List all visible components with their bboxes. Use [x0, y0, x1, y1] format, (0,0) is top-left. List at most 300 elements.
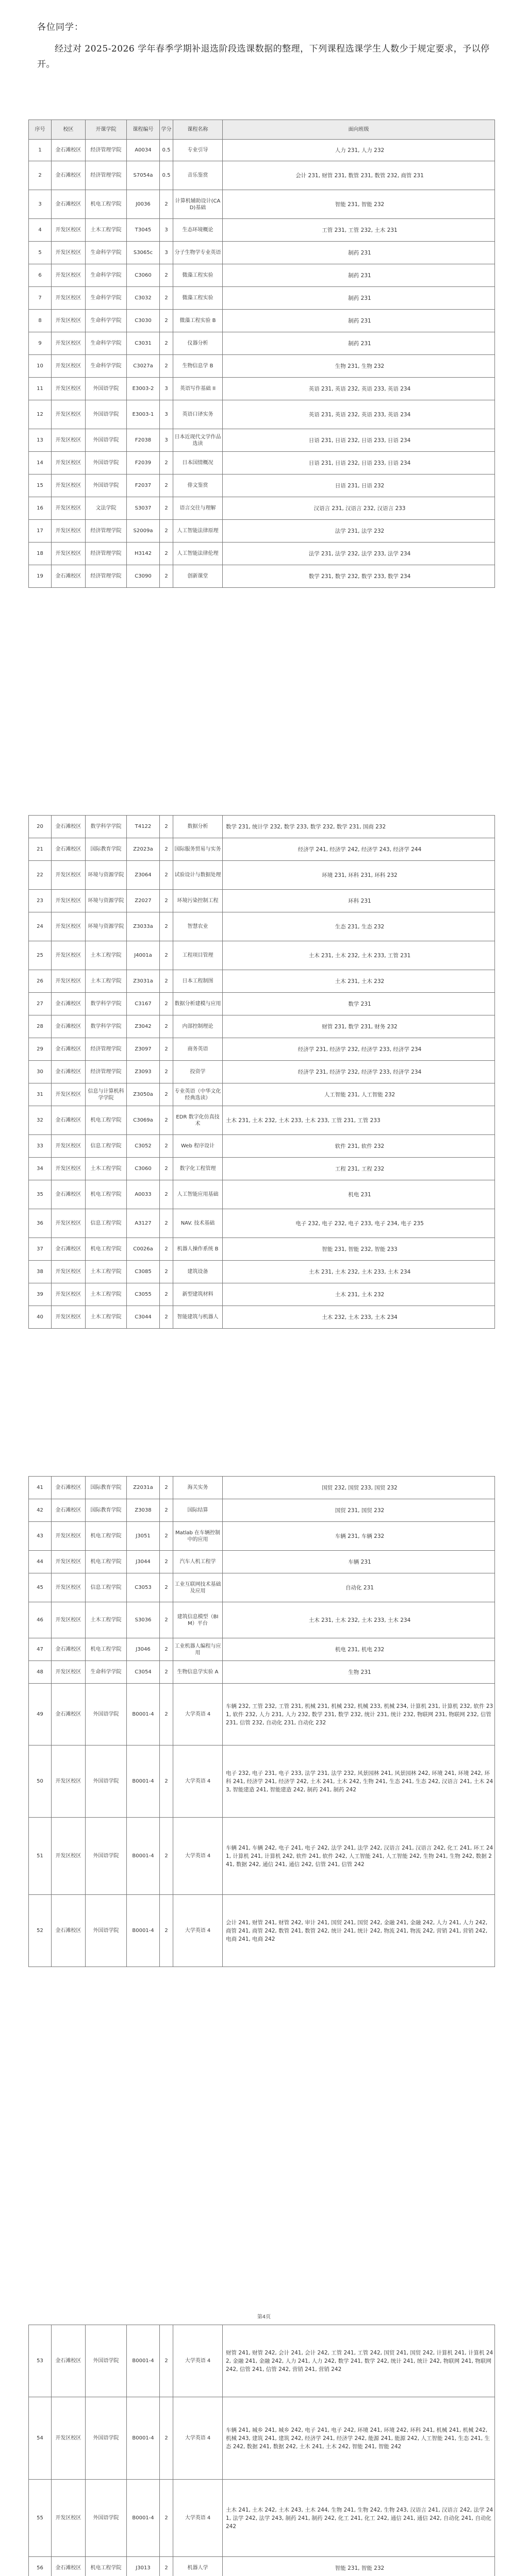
college: 土木工程学院: [86, 1602, 127, 1638]
credit: 2: [160, 497, 173, 520]
course-table-page-4: [28, 2325, 495, 2576]
course-code: T3045: [127, 219, 160, 242]
table-header-row: [29, 120, 495, 140]
row-number: 25: [29, 941, 52, 970]
course-name: 日本工程制图: [173, 970, 223, 993]
target-classes: 法学 231, 法学 232, 法学 233, 法学 234: [223, 543, 495, 565]
target-classes: 人工智能 231, 人工智能 232: [223, 1083, 495, 1106]
credit: 2: [160, 890, 173, 912]
course-code: H3142: [127, 543, 160, 565]
course-name: 投资学: [173, 1061, 223, 1083]
credit: 0.5: [160, 140, 173, 161]
row-number: 15: [29, 474, 52, 497]
target-classes: 经济学 231, 经济学 232, 经济学 233, 经济学 234: [223, 1038, 495, 1061]
table-row: [29, 1661, 495, 1684]
campus: 金石滩校区: [52, 1061, 86, 1083]
course-name: 专业引导: [173, 140, 223, 161]
target-classes: 车辆 241, 车辆 242, 电子 241, 电子 242, 法学 241, 法学 242, 汉语言 241, 汉语言 242, 化工 241, 环工 241, 计算机 241, 计算机 242, 软件 241, 软件 242, 人工智能 241, 人工智能 242, 生物 241, 生物 242, 数据 241, 数据 242, 通信 241, 通信 242, 信管 241, 信管 242: [223, 1818, 495, 1895]
target-classes: 法学 231, 法学 232: [223, 520, 495, 543]
target-classes: 国贸 231, 国贸 232: [223, 1499, 495, 1522]
row-number: 46: [29, 1602, 52, 1638]
credit: 2: [160, 310, 173, 332]
campus: 开发区校区: [52, 1602, 86, 1638]
credit: 2: [160, 1306, 173, 1329]
course-code: C3060: [127, 264, 160, 287]
course-table-page-1: [28, 120, 495, 588]
row-number: 54: [29, 2397, 52, 2480]
college: 机电工程学院: [86, 1180, 127, 1209]
credit: 2: [160, 1818, 173, 1895]
course-name: 大学英语 4: [173, 2325, 223, 2397]
college: 机电工程学院: [86, 1551, 127, 1573]
row-number: 18: [29, 543, 52, 565]
credit: 2: [160, 355, 173, 378]
course-name: 大学英语 4: [173, 1745, 223, 1818]
campus: 开发区校区: [52, 1306, 86, 1329]
course-code: B0001-4: [127, 1684, 160, 1745]
campus: 金石滩校区: [52, 993, 86, 1015]
campus: 开发区校区: [52, 1261, 86, 1283]
course-code: S3036: [127, 1602, 160, 1638]
credit: 2: [160, 1745, 173, 1818]
course-name: 创新课堂: [173, 565, 223, 588]
course-name: 人工智能法律原理: [173, 520, 223, 543]
course-code: B0001-4: [127, 2325, 160, 2397]
row-number: 45: [29, 1573, 52, 1602]
table-row: [29, 1015, 495, 1038]
college: 国际教育学院: [86, 838, 127, 861]
target-classes: 工管 231, 工管 232, 土木 231: [223, 219, 495, 242]
course-name: 微藻工程实验: [173, 264, 223, 287]
credit: 2: [160, 2557, 173, 2576]
college: 外国语学院: [86, 474, 127, 497]
college: 生命科学学院: [86, 332, 127, 355]
campus: 金石滩校区: [52, 1895, 86, 1967]
course-code: C3032: [127, 287, 160, 310]
row-number: 34: [29, 1158, 52, 1180]
row-number: 10: [29, 355, 52, 378]
credit: 3: [160, 400, 173, 429]
campus: 开发区校区: [52, 219, 86, 242]
row-number: 56: [29, 2557, 52, 2576]
credit: 2: [160, 520, 173, 543]
campus: 开发区校区: [52, 1135, 86, 1158]
credit: 2: [160, 1261, 173, 1283]
college: 环境与资源学院: [86, 861, 127, 890]
credit: 2: [160, 1061, 173, 1083]
campus: 金石滩校区: [52, 140, 86, 161]
college: 外国语学院: [86, 378, 127, 400]
row-number: 23: [29, 890, 52, 912]
college: 国际教育学院: [86, 1477, 127, 1499]
credit: 2: [160, 1238, 173, 1261]
target-classes: 经济学 231, 经济学 232, 经济学 233, 经济学 234: [223, 1061, 495, 1083]
course-code: Z3031a: [127, 970, 160, 993]
notice-greeting: 各位同学：: [37, 22, 84, 32]
table-row: [29, 970, 495, 993]
course-code: Z2031a: [127, 1477, 160, 1499]
course-name: 机器人操作系统 B: [173, 1238, 223, 1261]
campus: 开发区校区: [52, 520, 86, 543]
row-number: 1: [29, 140, 52, 161]
credit: 3: [160, 378, 173, 400]
college: 经济管理学院: [86, 1061, 127, 1083]
course-name: Web 程序设计: [173, 1135, 223, 1158]
course-code: Z3042: [127, 1015, 160, 1038]
course-code: C0026a: [127, 1238, 160, 1261]
table-row: [29, 310, 495, 332]
college: 土木工程学院: [86, 941, 127, 970]
column-header-row-number: 序号: [29, 120, 52, 140]
course-name: 工业互联网技术基础及应用: [173, 1573, 223, 1602]
campus: 金石滩校区: [52, 1015, 86, 1038]
row-number: 26: [29, 970, 52, 993]
campus: 金石滩校区: [52, 1499, 86, 1522]
course-name: 建筑设备: [173, 1261, 223, 1283]
course-name: 专业英语（中华文化经典选读）: [173, 1083, 223, 1106]
table-row: [29, 140, 495, 161]
target-classes: 数学 231, 统计学 232, 数学 233, 数学 232, 数学 231, 国商 232: [223, 816, 495, 838]
row-number: 35: [29, 1180, 52, 1209]
target-classes: 土木 231, 土木 232, 土木 233, 工管 231: [223, 941, 495, 970]
credit: 2: [160, 190, 173, 219]
college: 外国语学院: [86, 2480, 127, 2557]
college: 生命科学学院: [86, 242, 127, 264]
row-number: 51: [29, 1818, 52, 1895]
campus: 开发区校区: [52, 970, 86, 993]
column-header-credit: 学分: [160, 120, 173, 140]
college: 经济管理学院: [86, 565, 127, 588]
table-row: [29, 452, 495, 474]
target-classes: 车辆 232, 工管 232, 工管 231, 机械 231, 机械 232, 机械 233, 机械 234, 计算机 231, 计算机 232, 软件 231, 软件 232, 人力 231, 人力 232, 数学 231, 数学 232, 统计 231, 统计 232, 物联网 231, 物联网 232, 信管 231, 信管 232, 自动化 231, 自动化 232: [223, 1684, 495, 1745]
target-classes: 智能 231, 智能 232: [223, 190, 495, 219]
target-classes: 英语 231, 英语 232, 英语 233, 英语 234: [223, 400, 495, 429]
target-classes: 日语 231, 日语 232, 日语 233, 日语 234: [223, 429, 495, 452]
target-classes: 人力 231, 人力 232: [223, 140, 495, 161]
course-name: 生物信息学 B: [173, 355, 223, 378]
row-number: 17: [29, 520, 52, 543]
target-classes: 制药 231: [223, 242, 495, 264]
table-row: [29, 1158, 495, 1180]
credit: 2: [160, 816, 173, 838]
college: 生命科学学院: [86, 355, 127, 378]
table-row: [29, 2557, 495, 2576]
campus: 开发区校区: [52, 355, 86, 378]
credit: 2: [160, 1551, 173, 1573]
course-code: C3053: [127, 1573, 160, 1602]
row-number: 31: [29, 1083, 52, 1106]
credit: 2: [160, 1015, 173, 1038]
table-row: [29, 1602, 495, 1638]
credit: 2: [160, 2397, 173, 2480]
table-row: [29, 1180, 495, 1209]
course-name: Matlab 在车辆控制中的应用: [173, 1522, 223, 1551]
credit: 2: [160, 861, 173, 890]
table-row: [29, 1135, 495, 1158]
campus: 开发区校区: [52, 543, 86, 565]
college: 信息与计算机科学学院: [86, 1083, 127, 1106]
college: 信息工程学院: [86, 1573, 127, 1602]
table-row: [29, 543, 495, 565]
row-number: 14: [29, 452, 52, 474]
table-row: [29, 993, 495, 1015]
row-number: 32: [29, 1106, 52, 1135]
college: 外国语学院: [86, 1818, 127, 1895]
college: 经济管理学院: [86, 520, 127, 543]
course-name: 新型建筑材料: [173, 1283, 223, 1306]
college: 机电工程学院: [86, 1522, 127, 1551]
course-code: J0036: [127, 190, 160, 219]
target-classes: 土木 231, 土木 232, 土木 233, 土木 233, 工管 231, 工管 233: [223, 1106, 495, 1135]
college: 信息工程学院: [86, 1135, 127, 1158]
target-classes: 环境 231, 环科 231, 环科 232: [223, 861, 495, 890]
campus: 金石滩校区: [52, 1638, 86, 1661]
row-number: 39: [29, 1283, 52, 1306]
college: 经济管理学院: [86, 1038, 127, 1061]
row-number: 24: [29, 912, 52, 941]
campus: 金石滩校区: [52, 816, 86, 838]
course-name: 内部控制理论: [173, 1015, 223, 1038]
target-classes: 制药 231: [223, 332, 495, 355]
row-number: 40: [29, 1306, 52, 1329]
column-header-course-name: 课程名称: [173, 120, 223, 140]
table-row: [29, 1038, 495, 1061]
target-classes: 日语 231, 日语 232, 日语 233, 日语 234: [223, 452, 495, 474]
row-number: 22: [29, 861, 52, 890]
target-classes: 日语 231, 日语 232: [223, 474, 495, 497]
course-code: J4001a: [127, 941, 160, 970]
college: 外国语学院: [86, 429, 127, 452]
campus: 金石滩校区: [52, 1038, 86, 1061]
course-name: 商务英语: [173, 1038, 223, 1061]
campus: 开发区校区: [52, 1573, 86, 1602]
credit: 2: [160, 912, 173, 941]
target-classes: 国贸 232, 国贸 233, 国贸 232: [223, 1477, 495, 1499]
credit: 2: [160, 1499, 173, 1522]
target-classes: 会计 231, 财管 231, 数管 231, 数管 232, 商管 231: [223, 161, 495, 190]
campus: 开发区校区: [52, 242, 86, 264]
course-code: C3090: [127, 565, 160, 588]
course-name: 英语写作基础 II: [173, 378, 223, 400]
course-code: Z2027: [127, 890, 160, 912]
table-row: [29, 161, 495, 190]
campus: 开发区校区: [52, 1745, 86, 1818]
table-row: [29, 1083, 495, 1106]
course-table-page-2: [28, 815, 495, 1329]
course-name: 计算机辅助设计(CAD)基础: [173, 190, 223, 219]
table-row: [29, 1895, 495, 1967]
course-code: B0001-4: [127, 1818, 160, 1895]
college: 土木工程学院: [86, 219, 127, 242]
credit: 2: [160, 1684, 173, 1745]
table-row: [29, 1306, 495, 1329]
campus: 金石滩校区: [52, 1238, 86, 1261]
course-name: 数据分析: [173, 816, 223, 838]
campus: 金石滩校区: [52, 2557, 86, 2576]
column-header-target-classes: 面向班级: [223, 120, 495, 140]
table-row: [29, 2397, 495, 2480]
row-number: 47: [29, 1638, 52, 1661]
campus: 开发区校区: [52, 429, 86, 452]
table-row: [29, 2480, 495, 2557]
campus: 金石滩校区: [52, 1477, 86, 1499]
target-classes: 经济学 241, 经济学 242, 经济学 243, 经济学 244: [223, 838, 495, 861]
course-code: Z3064: [127, 861, 160, 890]
credit: 2: [160, 264, 173, 287]
college: 信息工程学院: [86, 1209, 127, 1238]
table-row: [29, 1061, 495, 1083]
college: 数学科学学院: [86, 993, 127, 1015]
course-code: Z3093: [127, 1061, 160, 1083]
target-classes: 自动化 231: [223, 1573, 495, 1602]
table-row: [29, 497, 495, 520]
campus: 开发区校区: [52, 497, 86, 520]
course-name: 大学英语 4: [173, 2480, 223, 2557]
course-code: S7054a: [127, 161, 160, 190]
course-code: C3031: [127, 332, 160, 355]
column-header-campus: 校区: [52, 120, 86, 140]
row-number: 36: [29, 1209, 52, 1238]
course-name: 工业机器人编程与应用: [173, 1638, 223, 1661]
college: 机电工程学院: [86, 1106, 127, 1135]
target-classes: 土木 231, 土木 232, 土木 233, 土木 234: [223, 1261, 495, 1283]
course-code: E3003-1: [127, 400, 160, 429]
table-row: [29, 287, 495, 310]
course-name: 工程项目管理: [173, 941, 223, 970]
table-row: [29, 2325, 495, 2397]
credit: 3: [160, 242, 173, 264]
row-number: 16: [29, 497, 52, 520]
row-number: 2: [29, 161, 52, 190]
table-row: [29, 474, 495, 497]
credit: 2: [160, 838, 173, 861]
credit: 2: [160, 1283, 173, 1306]
target-classes: 软件 231, 软件 232: [223, 1135, 495, 1158]
target-classes: 智能 231, 智能 232: [223, 2557, 495, 2576]
target-classes: 英语 231, 英语 232, 英语 233, 英语 234: [223, 378, 495, 400]
college: 外国语学院: [86, 2397, 127, 2480]
credit: 2: [160, 1038, 173, 1061]
course-code: A0034: [127, 140, 160, 161]
row-number: 37: [29, 1238, 52, 1261]
college: 外国语学院: [86, 1745, 127, 1818]
course-name: 英语口译实务: [173, 400, 223, 429]
course-code: J3046: [127, 1638, 160, 1661]
row-number: 33: [29, 1135, 52, 1158]
campus: 开发区校区: [52, 1158, 86, 1180]
table-row: [29, 1684, 495, 1745]
target-classes: 财管 241, 财管 242, 会计 241, 会计 242, 工管 241, 工管 242, 国贸 241, 国贸 242, 计算机 241, 计算机 242, 金融 241, 金融 242, 人力 241, 人力 242, 数学 241, 数学 242, 统计 241, 统计 242, 物联网 241, 物联网 242, 信管 241, 信管 242, 营销 241, 营销 242: [223, 2325, 495, 2397]
target-classes: 生物 231: [223, 1661, 495, 1684]
table-row: [29, 1106, 495, 1135]
table-row: [29, 890, 495, 912]
college: 土木工程学院: [86, 1306, 127, 1329]
course-code: Z2023a: [127, 838, 160, 861]
course-code: Z3097: [127, 1038, 160, 1061]
table-row: [29, 1638, 495, 1661]
course-name: 生物信息学实验 A: [173, 1661, 223, 1684]
campus: 开发区校区: [52, 1522, 86, 1551]
course-name: 智能建筑与机器人: [173, 1306, 223, 1329]
credit: 2: [160, 1573, 173, 1602]
campus: 开发区校区: [52, 378, 86, 400]
target-classes: 制药 231: [223, 264, 495, 287]
course-name: 俳文鉴赏: [173, 474, 223, 497]
course-code: C3054: [127, 1661, 160, 1684]
table-row: [29, 1283, 495, 1306]
target-classes: 智能 231, 智能 232, 智能 233: [223, 1238, 495, 1261]
course-name: EDR 数字化仿真技术: [173, 1106, 223, 1135]
table-row: [29, 565, 495, 588]
course-code: C3055: [127, 1283, 160, 1306]
credit: 2: [160, 474, 173, 497]
course-code: S3065c: [127, 242, 160, 264]
college: 外国语学院: [86, 400, 127, 429]
course-name: 环境污染控制工程: [173, 890, 223, 912]
credit: 3: [160, 219, 173, 242]
course-name: 日本国情概况: [173, 452, 223, 474]
course-code: F2039: [127, 452, 160, 474]
campus: 金石滩校区: [52, 190, 86, 219]
campus: 金石滩校区: [52, 161, 86, 190]
course-code: F2038: [127, 429, 160, 452]
campus: 开发区校区: [52, 264, 86, 287]
course-name: 日本近现代文学作品选读: [173, 429, 223, 452]
course-code: A3127: [127, 1209, 160, 1238]
campus: 开发区校区: [52, 861, 86, 890]
row-number: 19: [29, 565, 52, 588]
credit: 2: [160, 941, 173, 970]
target-classes: 环科 231: [223, 890, 495, 912]
course-code: S2009a: [127, 520, 160, 543]
college: 数学科学学院: [86, 1015, 127, 1038]
campus: 开发区校区: [52, 2480, 86, 2557]
table-row: [29, 1522, 495, 1551]
college: 环境与资源学院: [86, 912, 127, 941]
college: 土木工程学院: [86, 1158, 127, 1180]
target-classes: 车辆 231: [223, 1551, 495, 1573]
course-name: 大学英语 4: [173, 2397, 223, 2480]
college: 机电工程学院: [86, 190, 127, 219]
table-row: [29, 1499, 495, 1522]
course-name: 汽车人机工程学: [173, 1551, 223, 1573]
credit: 3: [160, 429, 173, 452]
credit: 2: [160, 1602, 173, 1638]
course-name: 海关实务: [173, 1477, 223, 1499]
table-row: [29, 1573, 495, 1602]
course-code: B0001-4: [127, 1745, 160, 1818]
campus: 开发区校区: [52, 1551, 86, 1573]
course-code: C3030: [127, 310, 160, 332]
course-code: A0033: [127, 1180, 160, 1209]
target-classes: 电子 232, 电子 232, 电子 233, 电子 234, 电子 235: [223, 1209, 495, 1238]
course-code: F2037: [127, 474, 160, 497]
target-classes: 制药 231: [223, 287, 495, 310]
target-classes: 土木 231, 土木 232: [223, 1283, 495, 1306]
campus: 开发区校区: [52, 310, 86, 332]
campus: 开发区校区: [52, 1661, 86, 1684]
row-number: 9: [29, 332, 52, 355]
table-row: [29, 1238, 495, 1261]
campus: 开发区校区: [52, 1283, 86, 1306]
row-number: 49: [29, 1684, 52, 1745]
campus: 开发区校区: [52, 2397, 86, 2480]
course-code: B0001-4: [127, 2480, 160, 2557]
table-row: [29, 355, 495, 378]
campus: 金石滩校区: [52, 1180, 86, 1209]
credit: 2: [160, 287, 173, 310]
table-row: [29, 429, 495, 452]
